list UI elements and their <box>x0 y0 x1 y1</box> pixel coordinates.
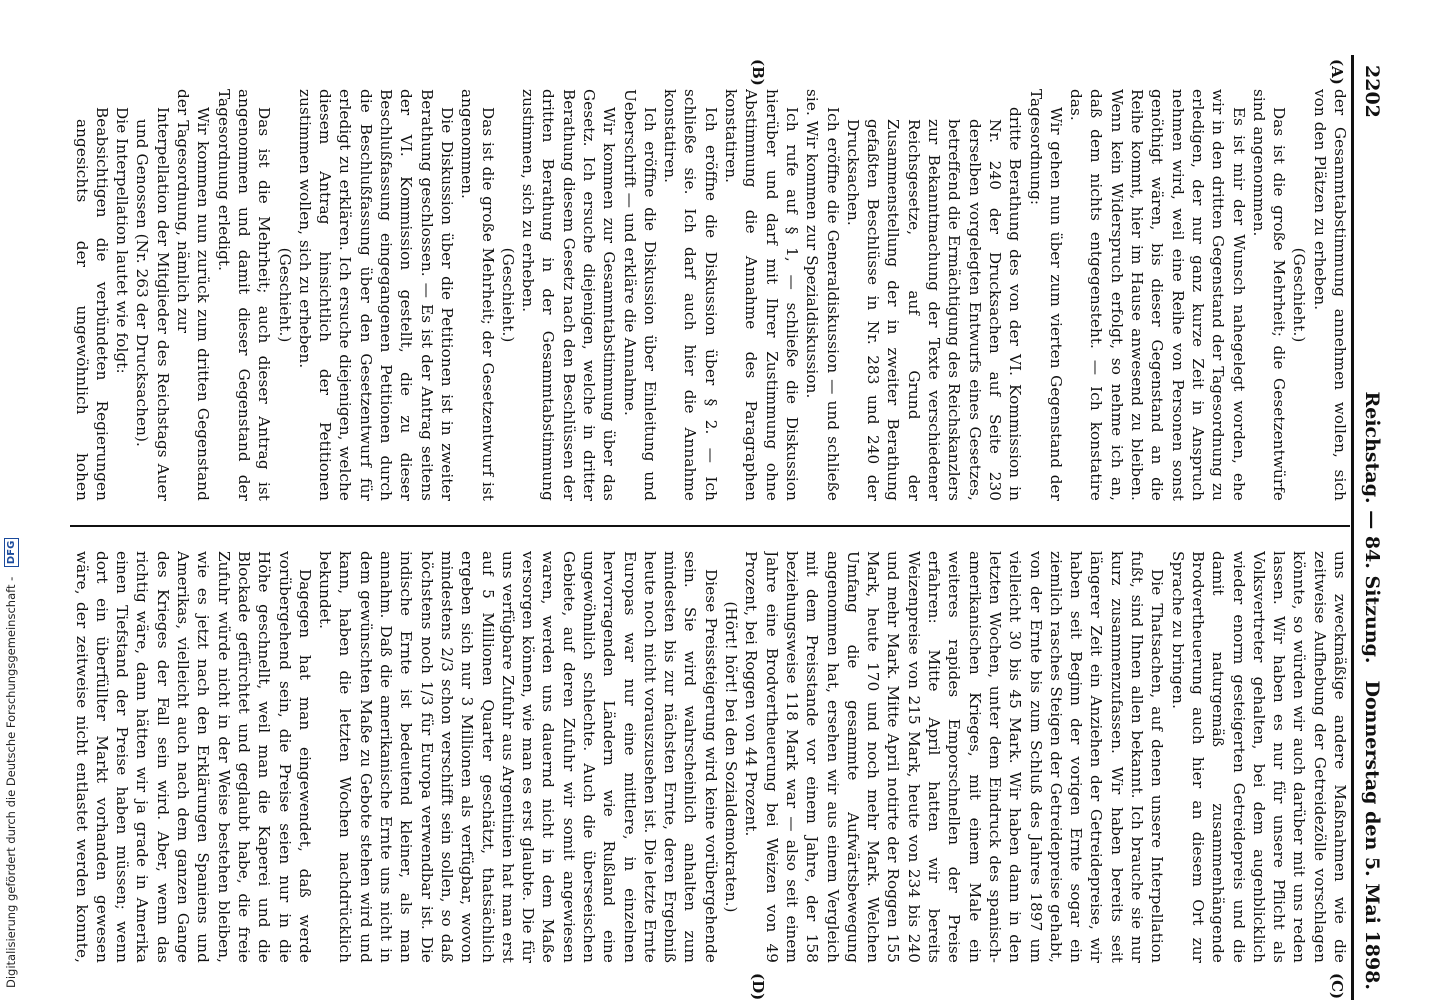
paragraph: Es ist mir der Wunsch nahegelegt worden, ehe wir in den dritten Gegenstand der Tagesordnung zu erledigen, der nur ganz kurze Zeit in Anspruch nehmen wird, weil eine Reihe von Personen sonst genöthigt wären, bis dieser Gegenstand an die Reihe kommt, hier im Hause anwesend zu bleiben. Wenn kein Widerspruch erfolgt, so nehme ich an, daß dem nichts entgegensteht. — Ich konstatire das. <box>1067 89 1248 501</box>
paragraph: Das ist die große Mehrheit; der Gesetzentwurf ist angenommen. <box>458 89 497 501</box>
paragraph: uns zweckmäßige andere Maßnahmen wie die zeitweise Aufhebung der Getreidezölle vorschlagen könnte, so würden wir auch darüber mit uns reden lassen. Wir haben es nur für unsere Pflicht als Volksvertreter gehalten, bei dem augenblicklich wieder enorm gesteigerten Getreidepreis und die damit naturgemäß zusammenhängende Brodvertheuerung auch hier an diesem Ort zur Sprache zu bringen. <box>1168 551 1349 963</box>
interpellation-text: Beabsichtigen die verbündeten Regierungen angesichts der ungewöhnlich hohen <box>72 107 111 501</box>
digitization-note <box>0 0 22 1000</box>
paragraph: Wir kommen nun zurück zum dritten Gegenstand der Tagesordnung, nämlich zur <box>174 89 213 501</box>
stage-direction: (Geschieht.) <box>498 247 517 343</box>
section-marker-c: (C) <box>1328 973 1346 1000</box>
stage-direction: (Geschieht.) <box>1290 247 1309 343</box>
section-marker-d: (D) <box>749 973 767 1000</box>
column-divider <box>70 525 1350 527</box>
paragraph: der Gesammtabstimmung annehmen wollen, sich von den Plätzen zu erheben. <box>1310 89 1349 501</box>
paragraph: Ich eröffne die Generaldiskussion — und schließe sie. Wir kommen zur Spezialdiskussion. <box>803 89 842 501</box>
section-marker-a: (A) <box>1328 59 1346 85</box>
document-page <box>70 55 1390 1000</box>
paragraph: Die Interpellation lautet wie folgt: <box>113 107 132 374</box>
running-head <box>1351 55 1390 1000</box>
left-column <box>70 89 1350 501</box>
session-title: Reichstag. — 84. Sitzung. <box>1361 391 1383 664</box>
paragraph: Ich rufe auf § 1, — schließe die Diskussion hierüber und darf mit Ihrer Zustimmung ohne Abstimmung die Annahme des Paragraphen konstatiren. <box>722 89 801 501</box>
paragraph: Ich eröffne die Diskussion über Einleitung und Ueberschrift — und erkläre die Annahme. <box>620 89 659 501</box>
paragraph: Diese Preissteigerung wird keine vorübergehende sein. Sie wird wahrscheinlich anhalten zum mindesten bis zur nächsten Ernte, deren Ergebniß heute noch nicht vorauszusehen ist. Die letzte Ernte Europas war nur eine mittlere, in einzelnen hervorragenden Ländern wie Rußland eine ungewöhnlich schlechte. Auch die überseeischen Gebiete, auf deren Zufuhr wir somit angewiesen waren, werden uns dauernd nicht in dem Maße versorgen können, wie man es erst glaubte. Die für uns verfügbare Zufuhr aus Argentinien hat man erst auf 5 Millionen Quarter geschätzt, thatsächlich ergeben sich nur 3 Millionen als verfügbar, wovon mindestens 2/3 schon verschifft sein sollen, so daß höchstens noch 1/3 für Europa verwendbar ist. Die indische Ernte ist bedeutend kleiner, als man annahm. Daß die amerikanische Ernte uns nicht in dem gewünschten Maße zu Gebote stehen wird und kann, haben die letzten Wochen nachdrücklich bekundet. <box>316 551 720 963</box>
section-marker-b: (B) <box>749 59 767 86</box>
paragraph: Ich eröffne die Diskussion über § 2. — Ich schließe sie. Ich darf auch hier die Annahme konstatiren. <box>661 89 720 501</box>
paragraph: Wir gehen nun über zum vierten Gegenstand der Tagesordnung: <box>1026 89 1065 501</box>
agenda-item: dritte Berathung des von der VI. Kommission in Nr. 240 der Drucksachen auf Seite 230 derselben vorgelegten Entwurfs eines Gesetzes, betreffend die Ermächtigung des Reichskanzlers zur Bekanntmachung der Texte verschiedener Reichsgesetze, auf Grund der Zusammenstellung der in zweiter Berathung gefaßten Beschlüsse in Nr. 283 und 240 der Drucksachen. <box>843 107 1025 501</box>
session-date: Donnerstag den 5. Mai 1898. <box>1361 680 1383 990</box>
right-column <box>70 551 1350 963</box>
agenda-item: Interpellation der Mitglieder des Reichstags Auer und Genossen (Nr. 263 der Drucksachen). <box>133 107 172 501</box>
paragraph: Die Thatsachen, auf denen unsere Interpellation fußt, sind Ihnen allen bekannt. Ich brauche sie nur kurz zusammenzufassen. Wir haben bereits seit längerer Zeit ein Anziehen der Getreidepreise, wir haben seit Beginn der vorigen Ernte sogar ein ziemlich rasches Steigen der Getreidepreise gehabt, von der Ernte bis zum Schluß des Jahres 1897 um vielleicht 30 bis 45 Mark. Wir haben dann in den letzten Wochen, unter dem Eindruck des spanisch-amerikanischen Krieges, mit einem Male ein weiteres rapides Emporschnellen der Preise erfahren: Mitte April hatten wir bereits Weizenpreise von 215 Mark, heute von 234 bis 240 und mehr Mark. Mitte April notirte der Roggen 155 Mark, heute 170 und noch mehr Mark. Welchen Umfang die gesammte Aufwärtsbewegung angenommen hat, ersehen wir aus einem Vergleich mit dem Preisstande vor einem Jahre, der 158 beziehungsweise 118 Mark war — also seit einem Jahre eine Brodvertheuerung bei Weizen von 49 Prozent, bei Roggen von 44 Prozent. <box>742 551 1167 963</box>
digitization-text: Digitalisierung gefördert durch die Deutsche Forschungsgemeinschaft - <box>4 576 18 988</box>
interjection: (Hört! hört! bei den Sozialdemokraten.) <box>722 601 741 913</box>
page-number: 2202 <box>1361 65 1383 118</box>
paragraph: Das ist die große Mehrheit; die Gesetzentwürfe sind angenommen. <box>1249 89 1289 501</box>
stage-direction: (Geschieht.) <box>275 247 294 343</box>
paragraph: Wir kommen zur Gesammtabstimmung über das Gesetz. Ich ersuche diejenigen, welche in dritter Berathung diesem Gesetz nach den Beschlüssen der dritten Berathung in der Gesammtabstimmung zustimmen, sich zu erheben. <box>519 89 619 501</box>
dfg-logo: DFG <box>4 538 19 567</box>
paragraph: Die Diskussion über die Petitionen ist in zweiter Berathung geschlossen. — Es ist der Antrag seitens der VI. Kommission gestellt, die zu dieser Beschlußfassung eingegangenen Petitionen durch die Beschlußfassung über den Gesetzentwurf für erledigt zu erklären. Ich ersuche diejenigen, welche diesem Antrag hinsichtlich der Petitionen zustimmen wollen, sich zu erheben. <box>295 89 456 501</box>
paragraph: Dagegen hat man eingewendet, daß werde vorübergehend sein, die Preise seien nur in die Höhe geschnellt, weil man die Kaperei und die Blockade gefürchtet und geglaubt habe, die freie Zufuhr würde nicht in der Weise bestehen bleiben, wie es jetzt nach den Erklärungen Spaniens und Amerikas, vielleicht auch nach dem ganzen Gange des Krieges der Fall sein wird. Aber, wenn das richtig wäre, dann hätten wir ja grade in Amerika einen Tiefstand der Preise haben müssen; wenn dort ein überfüllter Markt vorhanden gewesen wäre, der zeitweise nicht entlastet werden konnte, <box>72 551 314 963</box>
paragraph: Das ist die Mehrheit; auch dieser Antrag ist angenommen und damit dieser Gegenstand der Tagesordnung erledigt. <box>214 89 274 501</box>
